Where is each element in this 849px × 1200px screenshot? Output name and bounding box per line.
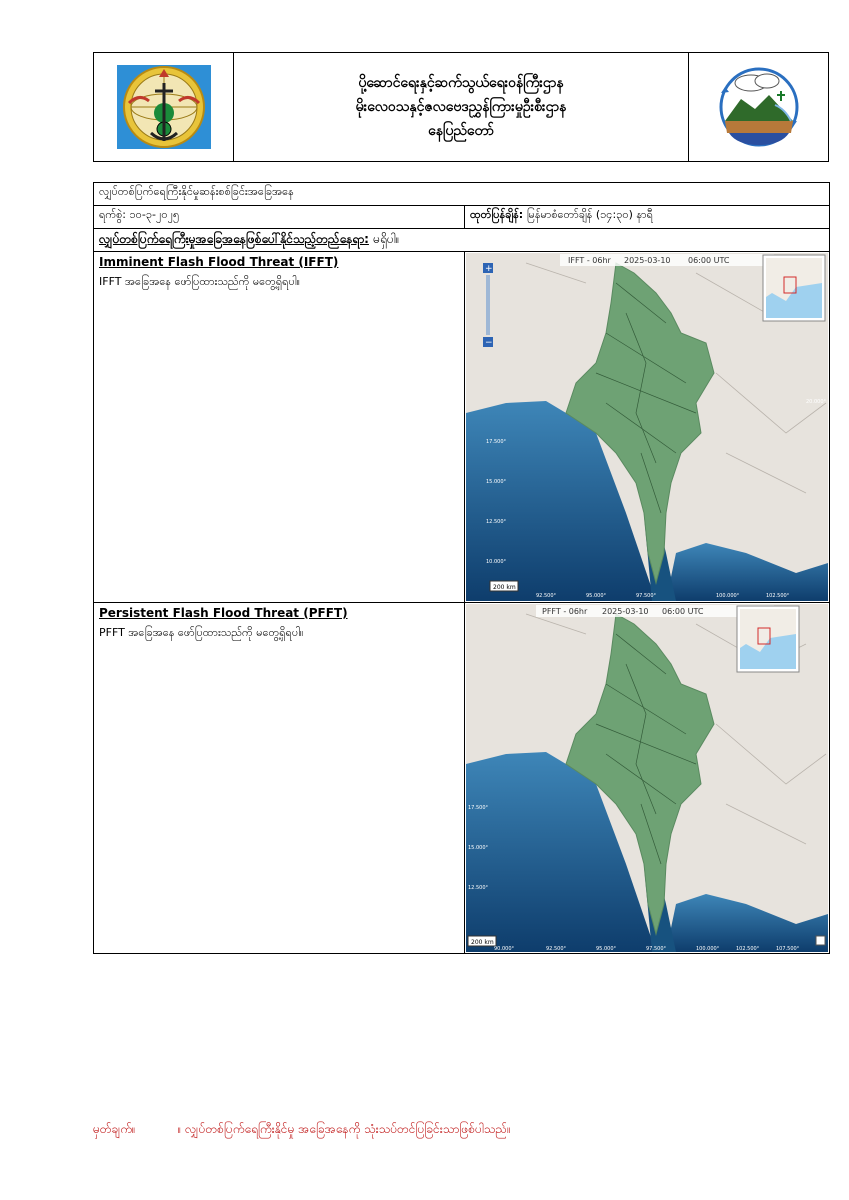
header-title — [234, 53, 688, 161]
svg-text:12.500°: 12.500° — [486, 519, 506, 525]
svg-text:90.000°: 90.000° — [494, 946, 514, 952]
svg-text:10.000°: 10.000° — [486, 559, 506, 565]
svg-text:12.500°: 12.500° — [468, 885, 488, 891]
svg-text:107.500°: 107.500° — [776, 946, 800, 952]
ifft-map[interactable] — [466, 253, 828, 601]
issue-time-value: မြန်မာစံတော်ချိန် (၁၄:၃၀) နာရီ — [526, 208, 653, 221]
pfft-description: PFFT အခြေအနေ ဖော်ပြထားသည်ကို မတွေ့ရှိရပါ။ — [99, 626, 304, 639]
ministry-name: ပို့ဆောင်ရေးနှင့်ဆက်သွယ်ရေးဝန်ကြီးဌာန — [358, 75, 564, 91]
svg-text:17.500°: 17.500° — [468, 805, 488, 811]
svg-text:−: − — [485, 338, 493, 348]
svg-text:92.500°: 92.500° — [546, 946, 566, 952]
threat-area-label: လျှပ်တစ်ပြက်ရေကြီးမှုအခြေအနေဖြစ်ပေါ်နိုင်သည့်တည်နေရာ: — [99, 232, 369, 246]
ifft-description: IFFT အခြေအနေ ဖော်ပြထားသည်ကို မတွေ့ရှိရပါ။ — [99, 275, 300, 288]
ifft-map-date: 2025-03-10 — [624, 256, 671, 265]
map-info-button[interactable] — [816, 936, 825, 945]
svg-text:97.500°: 97.500° — [636, 593, 656, 599]
note-label: မှတ်ချက်။ — [93, 1122, 136, 1136]
pfft-map-time: 06:00 UTC — [662, 607, 704, 616]
city-name: နေပြည်တော် — [428, 123, 494, 139]
svg-text:102.500°: 102.500° — [766, 593, 790, 599]
zoom-slider[interactable] — [486, 275, 490, 335]
ifft-map-time: 06:00 UTC — [688, 256, 730, 265]
svg-text:92.500°: 92.500° — [536, 593, 556, 599]
pfft-map[interactable] — [466, 604, 828, 952]
overview-inset[interactable] — [737, 606, 799, 672]
issue-time-label: ထုတ်ပြန်ချိန်: — [470, 208, 524, 221]
svg-text:95.000°: 95.000° — [586, 593, 606, 599]
pfft-map-date: 2025-03-10 — [602, 607, 649, 616]
hydrology-logo-cell — [688, 53, 828, 161]
pfft-map-cell — [465, 603, 830, 954]
svg-text:102.500°: 102.500° — [736, 946, 760, 952]
pfft-text-cell — [94, 603, 465, 954]
overview-inset[interactable] — [763, 255, 825, 321]
svg-text:20.000°: 20.000° — [806, 399, 826, 405]
svg-text:17.500°: 17.500° — [486, 439, 506, 445]
ifft-map-cell — [465, 252, 830, 603]
ifft-text-cell — [94, 252, 465, 603]
svg-text:95.000°: 95.000° — [596, 946, 616, 952]
ifft-map-label: IFFT - 06hr — [568, 256, 611, 265]
footer-note — [93, 1121, 511, 1139]
date-cell — [94, 206, 465, 229]
hydrology-cycle-logo — [711, 61, 807, 153]
ifft-scale-text: 200 km — [493, 584, 516, 591]
note-text: ။ လျှပ်တစ်ပြက်ရေကြီးနိုင်မှု အခြေအနေကို သုံးသပ်တင်ပြခြင်းသာဖြစ်ပါသည်။ — [177, 1122, 511, 1136]
forecast-table — [93, 182, 830, 954]
department-name: မိုးလေဝသနှင့်ဇလဗေဒညွှန်ကြားမှုဦးစီးဌာန — [355, 99, 567, 115]
pfft-title: Persistent Flash Flood Threat (PFFT) — [99, 606, 348, 620]
pfft-map-label: PFFT - 06hr — [542, 607, 588, 616]
svg-text:100.000°: 100.000° — [696, 946, 720, 952]
pfft-scale-text: 200 km — [471, 939, 494, 946]
ministry-logo-cell — [94, 53, 234, 161]
document-header — [93, 52, 829, 162]
date-label: ရက်စွဲ: — [99, 208, 126, 221]
svg-text:15.000°: 15.000° — [486, 479, 506, 485]
ifft-title: Imminent Flash Flood Threat (IFFT) — [99, 255, 339, 269]
ministry-logo — [115, 63, 213, 151]
table-heading: လျှပ်တစ်ပြက်ရေကြီးနိုင်မှုဆန်းစစ်ခြင်းအခြေအနေ — [94, 183, 830, 206]
svg-text:100.000°: 100.000° — [716, 593, 740, 599]
svg-text:+: + — [485, 264, 493, 274]
issue-time-cell — [465, 206, 830, 229]
threat-area-row — [94, 229, 830, 252]
date-value: ၁၀-၃-၂၀၂၅ — [129, 208, 180, 221]
svg-text:15.000°: 15.000° — [468, 845, 488, 851]
svg-text:97.500°: 97.500° — [646, 946, 666, 952]
threat-area-value: မရှိပါ။ — [373, 232, 400, 246]
